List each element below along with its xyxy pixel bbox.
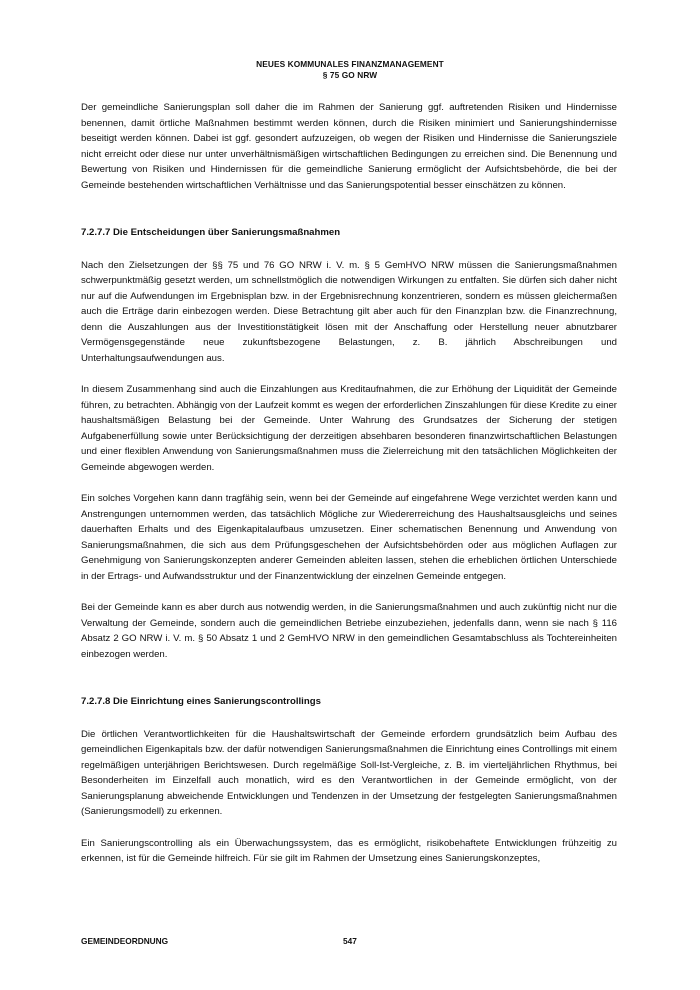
page-header bbox=[0, 59, 700, 80]
paragraph-operations: Bei der Gemeinde kann es aber durch aus notwendig werden, in die Sanierungsmaßnahmen und auch zukünftig nicht nur die Verwaltung der Gemeinde, sondern auch die gemeindlichen Betriebe einzubeziehen, jedenfalls dann, wenn sie nach § 116 Absatz 2 GO NRW i. V. m. § 50 Absatz 1 und 2 GemHVO NRW in den gemeindlichen Gesamtabschluss als Tochtereinheiten einbezogen werden. bbox=[81, 602, 617, 660]
page-number: 547 bbox=[343, 936, 357, 946]
paragraph-monitoring: Ein Sanierungscontrolling als ein Überwachungssystem, das es ermöglicht, risikobehaftete Entwicklungen frühzeitig zu erkennen, ist für die Gemeinde hilfreich. Für sie gilt im Rahmen der Umsetzung eines Sanierungskonzeptes, bbox=[81, 837, 617, 864]
section-heading-7-2-7-8: 7.2.7.8 Die Einrichtung eines Sanierungscontrollings bbox=[81, 696, 321, 707]
paragraph-loans: In diesem Zusammenhang sind auch die Einzahlungen aus Kreditaufnahmen, die zur Erhöhung der Liquidität der Gemeinde führen, zu betrachten. Abhängig von der Laufzeit kommt es wegen der erforderlichen Zinszahlungen für diese Kredite zu einer haushaltsmäßigen Belastung bei der Gemeinde. Unter Wahrung des Grundsatzes der Sicherung der stetigen Aufgabenerfüllung sowie unter Berücksichtigung der derzeitigen absehbaren besonderen finanzwirtschaftlichen Belastungen und einer flexiblen Anwendung von Sanierungsmaßnahmen muss die Zielerreichung mit den tatsächlichen Möglichkeiten der Gemeinde abgewogen werden. bbox=[81, 384, 617, 473]
paragraph-risks: Der gemeindliche Sanierungsplan soll daher die im Rahmen der Sanierung ggf. auftretenden Risiken und Hindernisse benennen, damit örtliche Maßnahmen bestimmt werden können, durch die Risiken minimiert und Sanierungshindernisse beseitigt werden können. Dabei ist ggf. gesondert aufzuzeigen, ob wegen der Risiken und Hindernisse die Sanierungsziele nicht erreicht oder diese nur unter unverhältnismäßigen wirtschaftlichen Bedingungen zu erreichen sind. Die Benennung und Bewertung von Risiken und Hindernissen für die gemeindliche Sanierung ermöglicht der Aufsichtsbehörde, die bei der Gemeinde bestehenden wirtschaftlichen Verhältnisse und das Sanierungspotential besser einschätzen zu können. bbox=[81, 102, 617, 191]
footer-label: GEMEINDEORDNUNG bbox=[81, 936, 169, 946]
header-title: NEUES KOMMUNALES FINANZMANAGEMENT bbox=[256, 59, 444, 69]
page-body bbox=[81, 100, 617, 883]
section-heading-7-2-7-7: 7.2.7.7 Die Entscheidungen über Sanierungsmaßnahmen bbox=[81, 227, 341, 238]
paragraph-controlling: Die örtlichen Verantwortlichkeiten für die Haushaltswirtschaft der Gemeinde erfordern grundsätzlich beim Aufbau des gemeindlichen Eigenkapitals bzw. der dafür notwendigen Sanierungsmaßnahmen die Einrichtung eines Controllings mit einem regelmäßigen unterjährigen Berichtswesen. Durch regelmäßige Soll-Ist-Vergleiche, z. B. im vierteljährlichen Rhythmus, bei Besonderheiten im Einzelfall auch monatlich, wird es den Verantwortlichen in der Gemeinde ermöglicht, von der Sanierungsplanung abweichende Entwicklungen und Tendenzen in der Umsetzung der festgelegten Sanierungsmaßnahmen (Sanierungsmodell) zu erkennen. bbox=[81, 728, 617, 817]
paragraph-approach: Ein solches Vorgehen kann dann tragfähig sein, wenn bei der Gemeinde auf eingefahrene Wege verzichtet werden kann und Anstrengungen unternommen werden, das tatsächlich Mögliche zur Wiedererreichung des Haushaltsausgleichs und seines dauerhaften Erhalts und des Eigenkapitalaufbaus umzusetzen. Einer schematischen Benennung und Anwendung von Sanierungsmaßnahmen, die sich aus dem Prüfungsgeschehen der Aufsichtsbehörden oder aus möglichen Auflagen zur Genehmigung von Sanierungskonzepten anderer Gemeinden ableiten lassen, stehen die erheblichen örtlichen Unterschiede in der Ertrags- und Aufwandsstruktur und der Finanzentwicklung der einzelnen Gemeinde entgegen. bbox=[81, 493, 617, 582]
header-section: § 75 GO NRW bbox=[322, 69, 378, 80]
paragraph-measures: Nach den Zielsetzungen der §§ 75 und 76 GO NRW i. V. m. § 5 GemHVO NRW müssen die Sanierungsmaßnahmen schwerpunktmäßig gesetzt werden, um schnellstmöglich die notwendigen Wirkungen zu entfalten. Sie dürfen sich daher nicht nur auf die Aufwendungen im Ergebnisplan bzw. in der Ergebnisrechnung konzentrieren, sondern es müssen gleichermaßen auch die Erträge darin einbezogen werden. Diese Betrachtung gilt aber auch für den Finanzplan bzw. die Finanzrechnung, denn die Auszahlungen aus der Investitionstätigkeit lösen mit der Anschaffung oder Herstellung neuer abnutzbarer Vermögensgegenstände neue zukunftsbezogene Belastungen, z. B. jährlich Abschreibungen und Unterhaltungsaufwendungen aus. bbox=[81, 259, 617, 364]
